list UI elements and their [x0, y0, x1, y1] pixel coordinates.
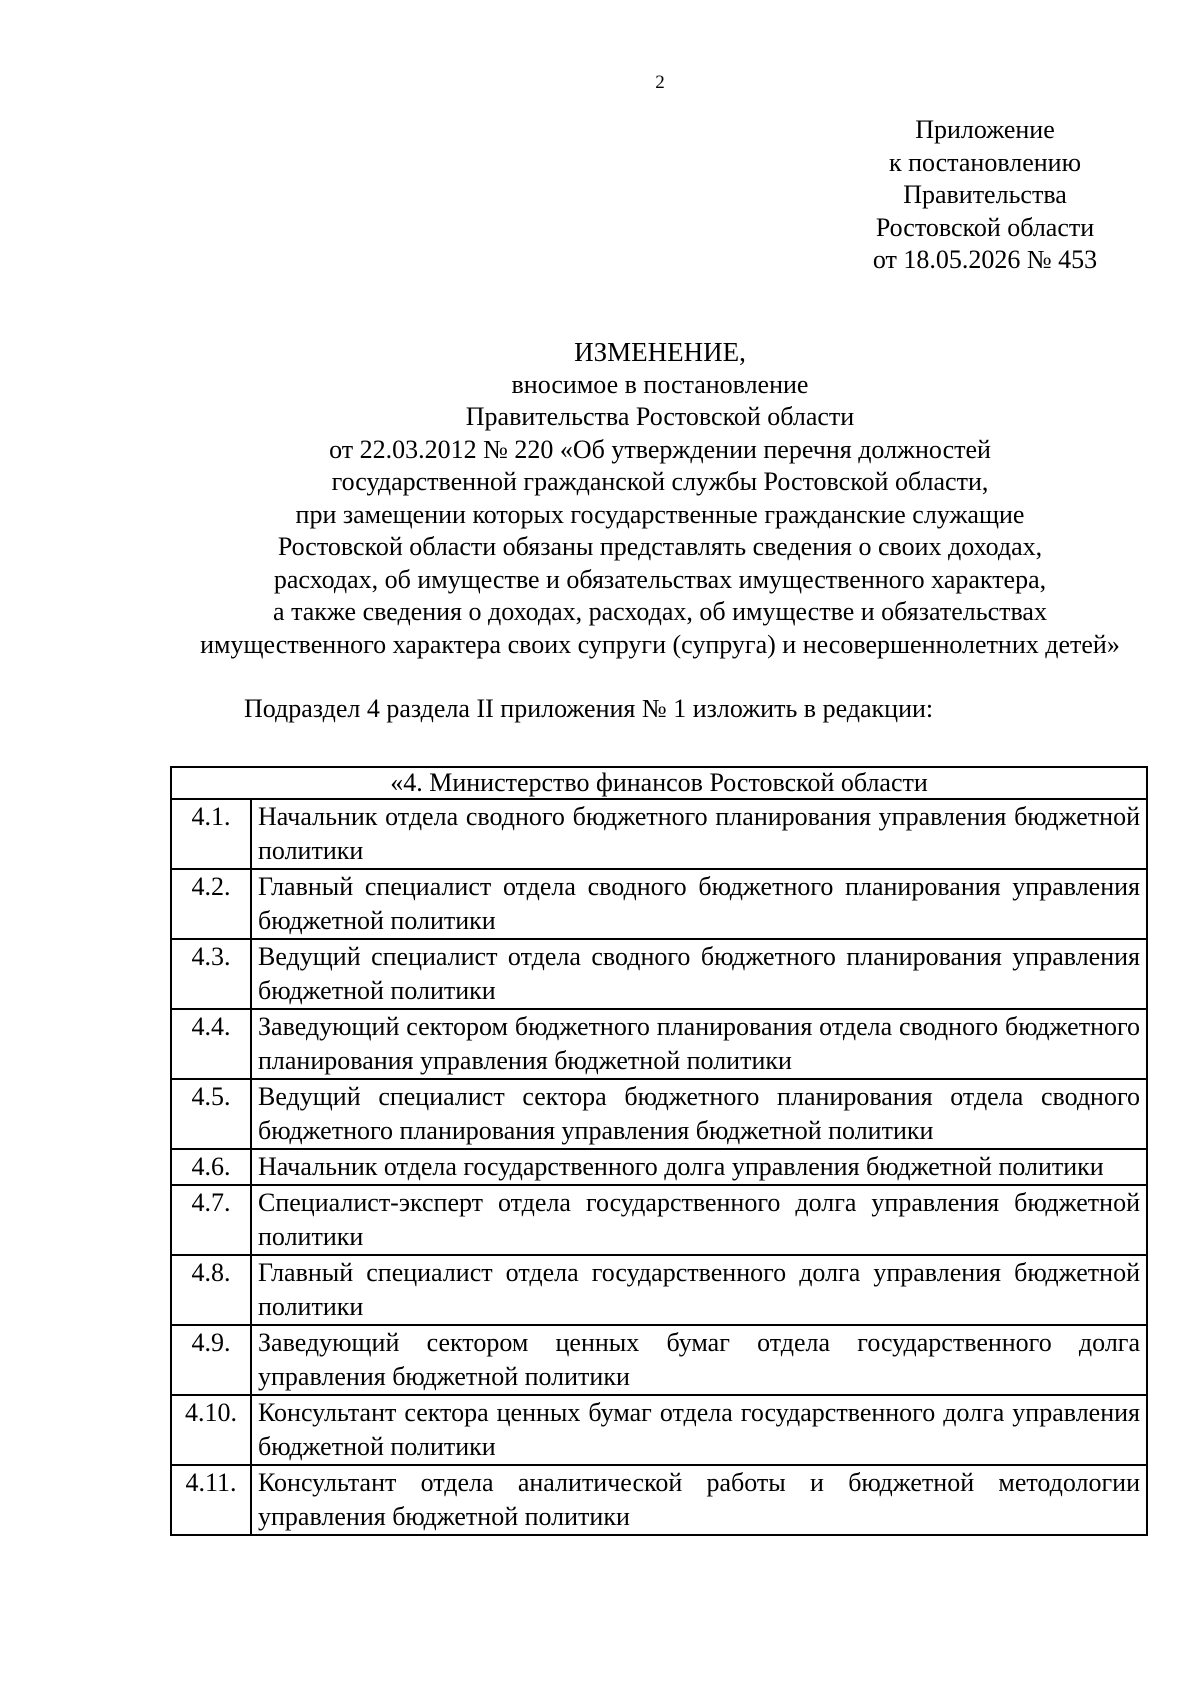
appendix-line: Ростовской области — [875, 212, 1095, 242]
table-row — [171, 1325, 1147, 1395]
table-row — [171, 1465, 1147, 1535]
page-number: 2 — [655, 72, 665, 93]
table-row — [171, 1185, 1147, 1255]
row-number: 4.11. — [171, 1465, 251, 1535]
document-subtitle-line: Ростовской области обязаны представлять сведения о своих доходах, — [277, 532, 1043, 561]
position-title: Заведующий сектором бюджетного планирования отдела сводного бюджетного планирования управления бюджетной политики — [251, 1009, 1147, 1079]
row-number: 4.8. — [171, 1255, 251, 1325]
document-title-block — [160, 336, 1160, 661]
document-subtitle-line: Правительства Ростовской области — [465, 402, 855, 431]
intro-paragraph: Подраздел 4 раздела II приложения № 1 изложить в редакции: — [244, 694, 934, 723]
appendix-line: от 18.05.2026 № 453 — [872, 245, 1098, 274]
document-title: ИЗМЕНЕНИЕ, — [574, 337, 746, 367]
row-number: 4.10. — [171, 1395, 251, 1465]
row-number: 4.4. — [171, 1009, 251, 1079]
position-title: Специалист-эксперт отдела государственного долга управления бюджетной политики — [251, 1185, 1147, 1255]
position-title: Заведующий сектором ценных бумаг отдела государственного долга управления бюджетной политики — [251, 1325, 1147, 1395]
document-subtitle-line: вносимое в постановление — [511, 369, 809, 399]
position-title: Главный специалист отдела сводного бюджетного планирования управления бюджетной политики — [251, 869, 1147, 939]
document-subtitle-line: при замещении которых государственные гражданские служащие — [295, 499, 1025, 529]
appendix-heading — [840, 114, 1130, 277]
row-number: 4.3. — [171, 939, 251, 1009]
table-row — [171, 1079, 1147, 1149]
position-title: Начальник отдела сводного бюджетного планирования управления бюджетной политики — [251, 799, 1147, 869]
table-row — [171, 939, 1147, 1009]
appendix-line: к постановлению — [888, 147, 1082, 177]
appendix-line: Приложение — [915, 115, 1055, 144]
document-subtitle-line: имущественного характера своих супруги (супруга) и несовершеннолетних детей» — [200, 629, 1120, 659]
document-subtitle-line: от 22.03.2012 № 220 «Об утверждении перечня должностей — [329, 434, 991, 464]
position-title: Консультант сектора ценных бумаг отдела государственного долга управления бюджетной политики — [251, 1395, 1147, 1465]
document-subtitle-line: государственной гражданской службы Ростовской области, — [331, 467, 989, 496]
table-header-row — [171, 767, 1147, 799]
row-number: 4.6. — [171, 1149, 251, 1185]
row-number: 4.1. — [171, 799, 251, 869]
table-row — [171, 1149, 1147, 1185]
row-number: 4.2. — [171, 869, 251, 939]
position-title: Начальник отдела государственного долга управления бюджетной политики — [251, 1149, 1147, 1185]
section-header: «4. Министерство финансов Ростовской области — [171, 767, 1147, 799]
table-row — [171, 1395, 1147, 1465]
position-title: Ведущий специалист отдела сводного бюджетного планирования управления бюджетной политики — [251, 939, 1147, 1009]
row-number: 4.7. — [171, 1185, 251, 1255]
table-row — [171, 1255, 1147, 1325]
table-row — [171, 799, 1147, 869]
position-title: Консультант отдела аналитической работы и бюджетной методологии управления бюджетной политики — [251, 1465, 1147, 1535]
table-row — [171, 1009, 1147, 1079]
table-row — [171, 869, 1147, 939]
appendix-line: Правительства — [903, 180, 1067, 209]
document-subtitle-line: а также сведения о доходах, расходах, об имуществе и обязательствах — [273, 597, 1047, 626]
position-title: Ведущий специалист сектора бюджетного планирования отдела сводного бюджетного планирования управления бюджетной политики — [251, 1079, 1147, 1149]
positions-table — [170, 766, 1148, 1536]
row-number: 4.9. — [171, 1325, 251, 1395]
document-subtitle-line: расходах, об имуществе и обязательствах имущественного характера, — [273, 564, 1047, 594]
row-number: 4.5. — [171, 1079, 251, 1149]
position-title: Главный специалист отдела государственного долга управления бюджетной политики — [251, 1255, 1147, 1325]
